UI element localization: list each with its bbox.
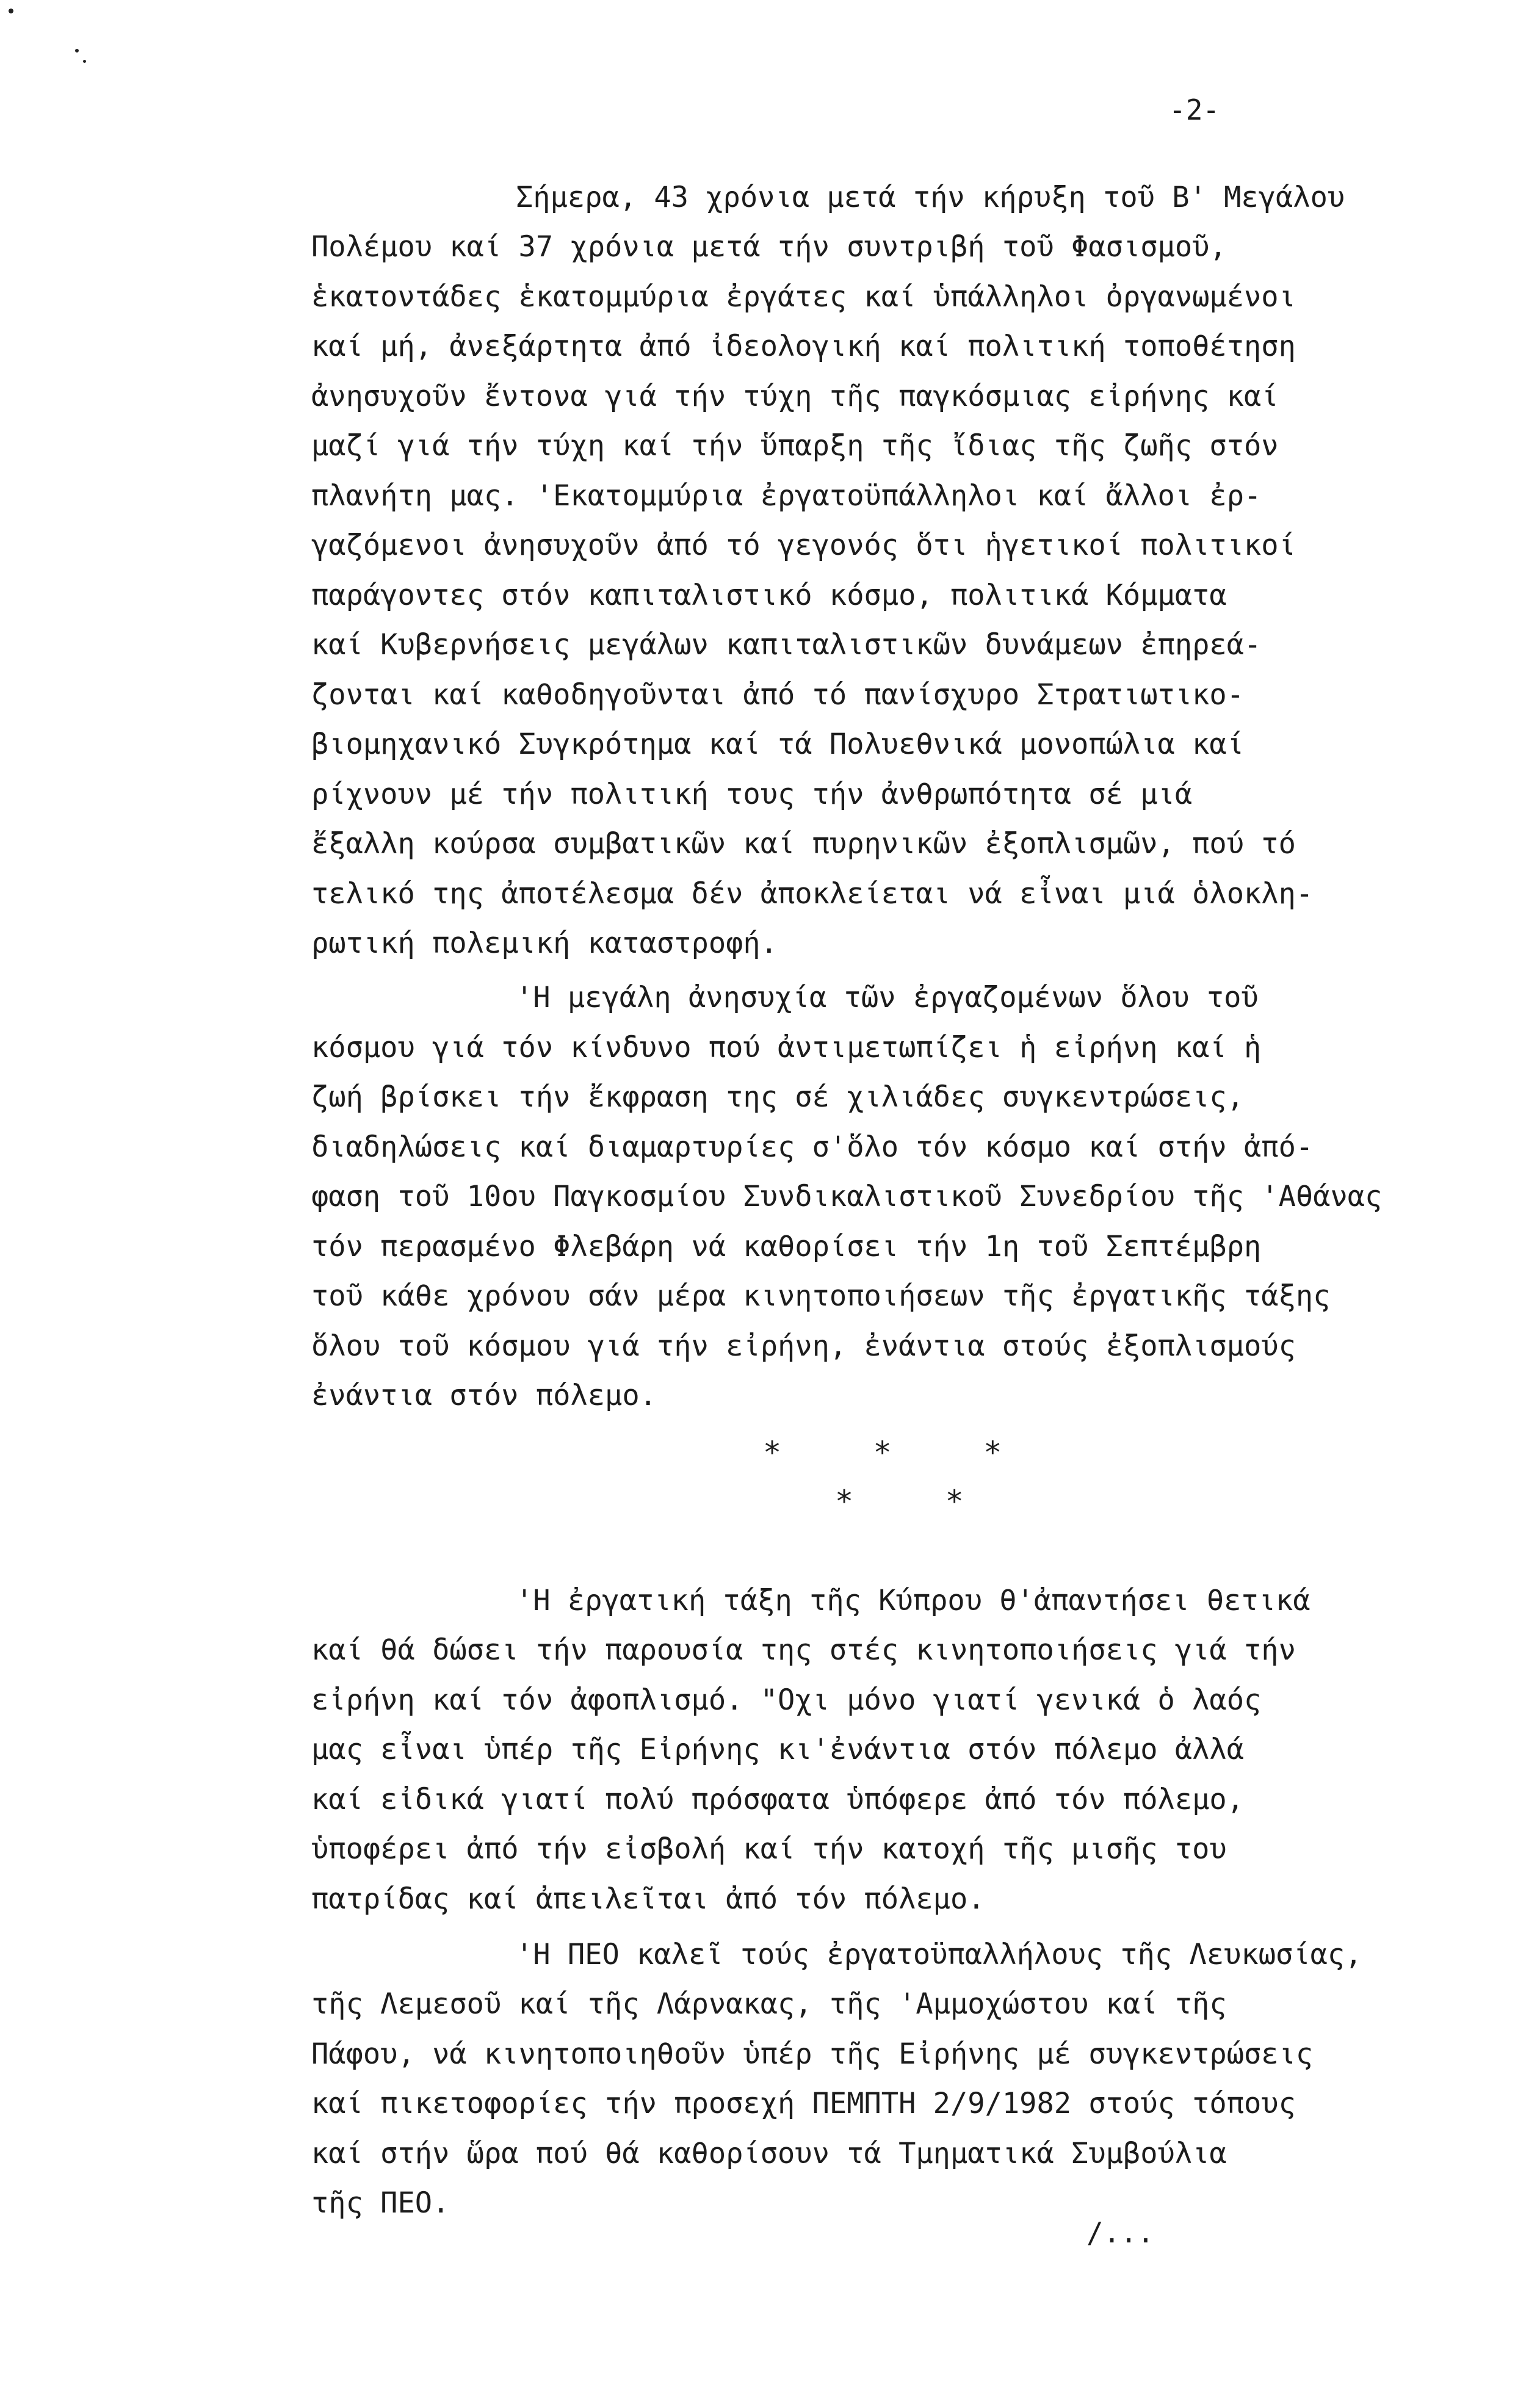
text-line: μας εἶναι ὑπέρ τῆς Εἰρήνης κι'ἐνάντια στόν πόλεμο ἀλλά (311, 1733, 1245, 1766)
text-line: ἔξαλλη κούρσα συμβατικῶν καί πυρηνικῶν ἐξοπλισμῶν, πού τό (311, 827, 1296, 861)
text-line: βιομηχανικό Συγκρότημα καί τά Πολυεθνικά μονοπώλια καί (311, 728, 1245, 761)
text-line: Σήμερα, 43 χρόνια μετά τήν κήρυξη τοῦ Β' Μεγάλου (516, 181, 1345, 214)
text-line: ρίχνουν μέ τήν πολιτική τους τήν ἀνθρωπότητα σέ μιά (311, 778, 1193, 811)
text-line: φαση τοῦ 10ου Παγκοσμίου Συνδικαλιστικοῦ Συνεδρίου τῆς 'Αθάνας (311, 1180, 1383, 1213)
text-line: καί μή, ἀνεξάρτητα ἀπό ἰδεολογική καί πολιτική τοποθέτηση (311, 330, 1296, 363)
text-line: ζονται καί καθοδηγοῦνται ἀπό τό πανίσχυρο Στρατιωτικο- (311, 678, 1245, 712)
text-line: ὑποφέρει ἀπό τήν εἰσβολή καί τήν κατοχή τῆς μισῆς του (311, 1832, 1227, 1866)
text-line: ἑκατοντάδες ἑκατομμύρια ἐργάτες καί ὑπάλληλοι ὀργανωμένοι (311, 280, 1296, 314)
text-line: Πολέμου καί 37 χρόνια μετά τήν συντριβή τοῦ Φασισμοῦ, (311, 230, 1227, 264)
text-line: εἰρήνη καί τόν ἀφοπλισμό. "Οχι μόνο γιατί γενικά ὁ λαός (311, 1683, 1262, 1717)
scan-speck (83, 60, 86, 63)
text-line: ρωτική πολεμική καταστροφή. (311, 927, 778, 960)
text-line: καί στήν ὥρα πού θά καθορίσουν τά Τμηματικά Συμβούλια (311, 2137, 1227, 2170)
section-separator-row-2: * * (835, 1484, 964, 1519)
text-line: ὅλου τοῦ κόσμου γιά τήν εἰρήνη, ἐνάντια στούς ἐξοπλισμούς (311, 1329, 1296, 1363)
text-line: 'Η ἐργατική τάξη τῆς Κύπρου θ'ἀπαντήσει θετικά (516, 1584, 1310, 1617)
scan-speck (9, 9, 13, 13)
text-line: ζωή βρίσκει τήν ἔκφραση της σέ χιλιάδες συγκεντρώσεις, (311, 1080, 1245, 1114)
continuation-mark: /... (1086, 2216, 1154, 2249)
text-line: 'Η μεγάλη ἀνησυχία τῶν ἐργαζομένων ὅλου τοῦ (516, 981, 1259, 1014)
text-line: Πάφου, νά κινητοποιηθοῦν ὑπέρ τῆς Εἰρήνης μέ συγκεντρώσεις (311, 2037, 1314, 2071)
text-line: τελικό της ἀποτέλεσμα δέν ἀποκλείεται νά εἶναι μιά ὁλοκλη- (311, 877, 1314, 911)
text-line: τῆς Λεμεσοῦ καί τῆς Λάρνακας, τῆς 'Αμμοχώστου καί τῆς (311, 1987, 1227, 2021)
text-line: καί θά δώσει τήν παρουσία της στές κινητοποιήσεις γιά τήν (311, 1633, 1296, 1667)
text-line: μαζί γιά τήν τύχη καί τήν ὕπαρξη τῆς ἴδιας τῆς ζωῆς στόν (311, 429, 1279, 463)
text-line: τόν περασμένο Φλεβάρη νά καθορίσει τήν 1η τοῦ Σεπτέμβρη (311, 1230, 1262, 1263)
text-line: τῆς ΠΕΟ. (311, 2186, 450, 2220)
text-line: πατρίδας καί ἀπειλεῖται ἀπό τόν πόλεμο. (311, 1882, 985, 1916)
text-line: γαζόμενοι ἀνησυχοῦν ἀπό τό γεγονός ὅτι ἡγετικοί πολιτικοί (311, 529, 1296, 562)
text-line: κόσμου γιά τόν κίνδυνο πού ἀντιμετωπίζει ἡ εἰρήνη καί ἡ (311, 1031, 1262, 1064)
text-line: τοῦ κάθε χρόνου σάν μέρα κινητοποιήσεων τῆς ἐργατικῆς τάξης (311, 1279, 1331, 1313)
text-line: καί Κυβερνήσεις μεγάλων καπιταλιστικῶν δυνάμεων ἐπηρεά- (311, 628, 1262, 662)
text-line: 'Η ΠΕΟ καλεῖ τούς ἐργατοϋπαλλήλους τῆς Λευκωσίας, (516, 1938, 1362, 1971)
text-line: ἀνησυχοῦν ἔντονα γιά τήν τύχη τῆς παγκόσμιας εἰρήνης καί (311, 380, 1279, 413)
text-line: διαδηλώσεις καί διαμαρτυρίες σ'ὅλο τόν κόσμο καί στήν ἀπό- (311, 1130, 1314, 1164)
text-line: πλανήτη μας. 'Εκατομμύρια ἐργατοϋπάλληλοι καί ἄλλοι ἐρ- (311, 479, 1262, 513)
page-number: -2- (1169, 93, 1220, 126)
text-line: ἐνάντια στόν πόλεμο. (311, 1379, 657, 1412)
text-line: παράγοντες στόν καπιταλιστικό κόσμο, πολιτικά Κόμματα (311, 579, 1227, 612)
scan-speck (75, 49, 79, 52)
text-line: καί εἰδικά γιατί πολύ πρόσφατα ὑπόφερε ἀπό τόν πόλεμο, (311, 1783, 1245, 1816)
text-line: καί πικετοφορίες τήν προσεχή ΠΕΜΠΤΗ 2/9/1982 στούς τόπους (311, 2087, 1296, 2120)
section-separator-row-1: * * * (763, 1435, 1002, 1470)
